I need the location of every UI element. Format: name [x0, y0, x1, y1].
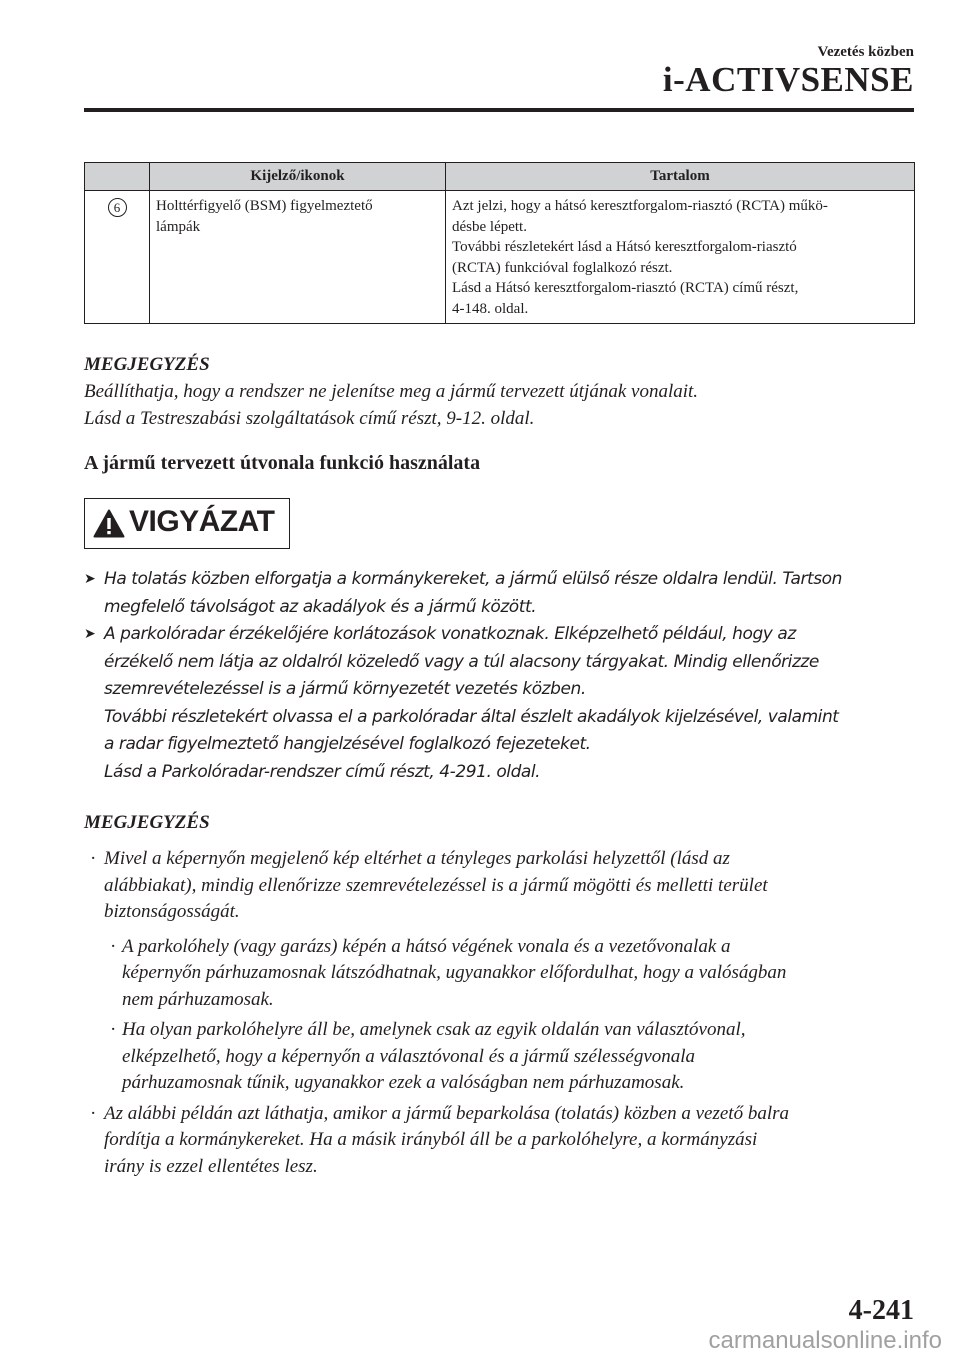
- bullet-line: Ha olyan parkolóhelyre áll be, amelynek csak az egyik oldalán van választóvonal,: [122, 1019, 746, 1040]
- warning-item: [84, 621, 924, 786]
- list-item: [84, 934, 924, 1014]
- warning-line: Ha tolatás közben elforgatja a kormánykereket, a jármű elülső része oldalra lendül. Tartson: [104, 569, 842, 589]
- warning-list: [84, 566, 924, 786]
- bullet-line: biztonságosságát.: [104, 901, 240, 922]
- arrow-right-icon: ➤: [84, 626, 96, 642]
- note1-line: Lásd a Testreszabási szolgáltatások című részt, 9-12. oldal.: [84, 408, 535, 429]
- warning-line: a radar figyelmeztető hangjelzésével foglalkozó fejezeteket.: [104, 734, 591, 754]
- table-row: [85, 191, 915, 324]
- warning-line: megfelelő távolságot az akadályok és a jármű között.: [104, 596, 537, 617]
- table-content-line: További részletekért lásd a Hátsó keresztforgalom-riasztó: [452, 239, 797, 255]
- table-header-blank: [85, 163, 150, 191]
- table-content-line: Lásd a Hátsó keresztforgalom-riasztó (RCTA) című részt,: [452, 280, 799, 296]
- bullet-dot-icon: ·: [90, 848, 97, 869]
- header-section: Vezetés közben: [817, 44, 914, 60]
- bullet-line: A parkolóhely (vagy garázs) képén a hátsó végének vonala és a vezetővonalak a: [122, 935, 731, 957]
- table-header-row: [85, 163, 915, 191]
- table-content-line: 4-148. oldal.: [452, 300, 529, 317]
- bullet-line: elképzelhető, hogy a képernyőn a választóvonal és a jármű szélességvonala: [122, 1045, 696, 1067]
- warning-triangle-icon: [93, 509, 125, 538]
- table-header-content: Tartalom: [446, 163, 915, 191]
- page-number: 4-241: [848, 1295, 914, 1326]
- bullet-line: párhuzamosnak tűnik, ugyanakkor ezek a valóságban nem párhuzamosak.: [122, 1072, 685, 1093]
- table-name-line: lámpák: [156, 218, 201, 235]
- bullet-dot-icon: ·: [110, 1019, 117, 1040]
- table-content-line: Azt jelzi, hogy a hátsó keresztforgalom-riasztó (RCTA) műkö-: [452, 198, 828, 214]
- warning-line: érzékelő nem látja az oldalról közeledő vagy a túl alacsony tárgyakat. Mindig ellenőrizze: [104, 651, 819, 672]
- table-cell-content: [446, 191, 915, 324]
- table-content-line: (RCTA) funkcióval foglalkozó részt.: [452, 259, 673, 276]
- bullet-dot-icon: ·: [110, 935, 117, 957]
- arrow-right-icon: ➤: [84, 571, 96, 587]
- bullet-line: fordítja a kormánykereket. Ha a másik irányból áll be a parkolóhelyre, a kormányzási: [104, 1129, 758, 1150]
- bullet-line: Az alábbi példán azt láthatja, amikor a jármű beparkolása (tolatás) közben a vezető balra: [104, 1102, 790, 1124]
- section-heading: A jármű tervezett útvonala funkció használata: [84, 452, 481, 474]
- list-item: [84, 846, 924, 926]
- note1-heading: MEGJEGYZÉS: [84, 354, 210, 375]
- circled-number: 6: [108, 198, 127, 217]
- info-table: [84, 162, 915, 324]
- note2-heading: MEGJEGYZÉS: [84, 812, 210, 833]
- bullet-line: Mivel a képernyőn megjelenő kép eltérhet a tényleges parkolási helyzettől (lásd az: [104, 848, 730, 869]
- bullet-line: nem párhuzamosak.: [122, 988, 274, 1010]
- bullet-line: irány is ezzel ellentétes lesz.: [104, 1155, 318, 1177]
- bullet-dot-icon: ·: [90, 1102, 97, 1124]
- table-header-icons: Kijelző/ikonok: [150, 163, 446, 191]
- warning-item: [84, 566, 924, 621]
- bullet-line: képernyőn párhuzamosnak látszódhatnak, ugyanakkor előfordulhat, hogy a valóságban: [122, 962, 787, 983]
- table-name-line: Holttérfigyelő (BSM) figyelmeztető: [156, 198, 373, 214]
- table-cell-name: [150, 191, 446, 324]
- warning-line: A parkolóradar érzékelőjére korlátozások vonatkoznak. Elképzelhető például, hogy az: [104, 624, 796, 644]
- table-content-line: désbe lépett.: [452, 218, 527, 235]
- note2-bullet-list: [84, 846, 924, 1180]
- list-item: [84, 1101, 924, 1181]
- warning-line: szemrevételezéssel is a jármű környezetét vezetés közben.: [104, 679, 586, 699]
- header-rule: [84, 108, 914, 112]
- warning-box: [84, 498, 290, 549]
- warning-line: Lásd a Parkolóradar-rendszer című részt, 4-291. oldal.: [104, 761, 541, 782]
- list-item: [84, 1017, 924, 1097]
- note1-line: Beállíthatja, hogy a rendszer ne jelenítse meg a jármű tervezett útjának vonalait.: [84, 381, 699, 402]
- bullet-line: alábbiakat), mindig ellenőrizze szemrevételezéssel is a jármű mögötti és melletti terület: [104, 874, 768, 896]
- warning-label: VIGYÁZAT: [129, 505, 275, 538]
- warning-line: További részletekért olvassa el a parkolóradar által észlelt akadályok kijelzésével, valamint: [104, 706, 839, 727]
- table-cell-number: [85, 191, 150, 324]
- header-title: i-ACTIVSENSE: [662, 60, 914, 99]
- watermark: carmanualsonline.info: [708, 1327, 942, 1354]
